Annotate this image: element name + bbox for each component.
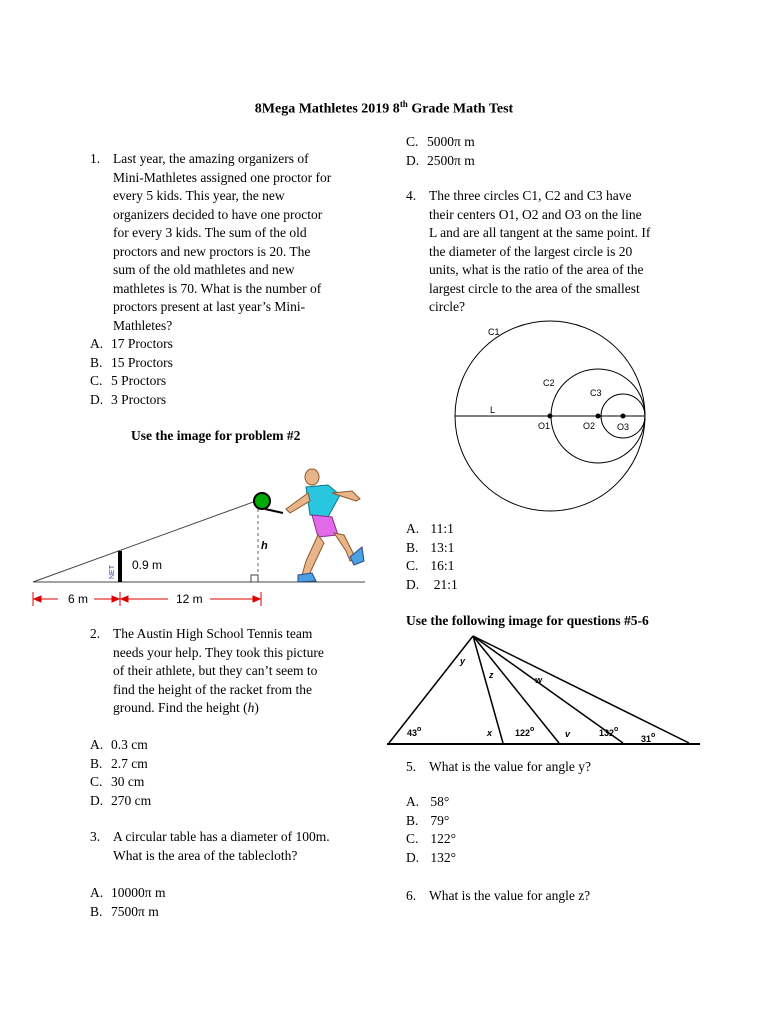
right-angle-mark (251, 575, 258, 582)
image-caption-q5-6: Use the following image for questions #5-6 (406, 613, 649, 628)
label-o1: O1 (538, 421, 551, 431)
answer-option[interactable]: C. 5000π m (406, 134, 475, 149)
answer-option[interactable]: B. 2.7 cm (90, 755, 148, 771)
center-o3 (621, 414, 626, 419)
angle-31-label: 31$^o$ (641, 732, 656, 744)
question-number: 6. (406, 888, 417, 903)
racket-head-ball (254, 493, 270, 509)
answer-option[interactable]: D. 132° (406, 849, 457, 865)
answer-options-q4 (406, 520, 458, 594)
cevian-1 (473, 636, 503, 743)
label-c1: C1 (488, 327, 500, 337)
answer-options (90, 736, 151, 810)
answer-option[interactable]: D. 270 cm (90, 792, 152, 808)
angle-v-label: v (565, 729, 571, 739)
answer-option[interactable]: C. 122° (406, 831, 457, 846)
label-c2: C2 (543, 378, 555, 388)
question-number: 2. (90, 626, 101, 641)
center-o1 (548, 414, 553, 419)
net-post (118, 551, 122, 582)
label-o3: O3 (617, 422, 630, 432)
answer-option[interactable]: B. 7500π m (90, 903, 159, 919)
angle-y-label: y (460, 656, 466, 666)
cevian-2 (473, 636, 559, 743)
distance-label-12m: 12 m (176, 592, 203, 606)
answer-options (406, 793, 456, 867)
right-side (473, 636, 689, 743)
title-sup: th (399, 99, 408, 109)
question-text: What is the value for angle y? (429, 759, 591, 774)
answer-option[interactable]: B. 13:1 (406, 539, 455, 555)
answer-option[interactable]: A. 0.3 cm (90, 737, 148, 752)
title-rest: Grade Math Test (407, 101, 514, 117)
question-text: The three circles C1, C2 and C3 have their centers O1, O2 and O3 on the line L and are all tangent at the same point. If the diameter of the largest circle is 20 units, what is the ratio of the area of the largest circle to the area of the smallest circle? (429, 188, 651, 314)
title-main: 8Mega Mathletes 2019 8 (254, 101, 400, 117)
question-number: 1. (90, 151, 101, 166)
angle-w-label: w (535, 675, 543, 685)
label-c3: C3 (590, 388, 602, 398)
label-o2: O2 (583, 421, 596, 431)
center-o2 (596, 414, 601, 419)
answer-option[interactable]: D. 3 Proctors (90, 391, 167, 407)
question-number: 5. (406, 759, 417, 774)
angle-43-label: 43$^o$ (407, 726, 422, 738)
image-caption: Use the image for problem #2 (131, 428, 301, 443)
answer-options (90, 884, 165, 921)
angle-122-label: 122$^o$ (515, 726, 535, 738)
answer-option[interactable]: C. 5 Proctors (90, 373, 167, 388)
answer-option[interactable]: A. 11:1 (406, 521, 454, 536)
angle-z-label: z (489, 670, 494, 680)
answer-option[interactable]: D. 21:1 (406, 576, 458, 592)
answer-option[interactable]: B. 15 Proctors (90, 354, 173, 370)
distance-label-6m: 6 m (68, 592, 89, 606)
answer-option[interactable]: B. 79° (406, 812, 450, 828)
angle-132-label: 132$^o$ (599, 726, 619, 738)
net-label: NET (109, 565, 116, 579)
question-number: 3. (90, 829, 101, 844)
cevian-3 (473, 636, 623, 743)
question-number: 4. (406, 188, 417, 203)
question-text: What is the value for angle z? (429, 888, 591, 903)
question-text: A circular table has a diameter of 100m. What is the area of the tablecloth? (113, 829, 330, 863)
question-text: The Austin High School Tennis team needs your help. They took this picture of their athlete, but they can’t seem to find the height of the racket from the ground. Find the height (h) (113, 626, 324, 715)
answer-options-continued (406, 133, 475, 170)
racket-handle (265, 509, 283, 513)
question-text: Last year, the amazing organizers of Mini-Mathletes assigned one proctor for every 5 kids. This year, the new organizers decided to have one proctor for every 3 kids. The sum of the old proctors and new proctors is 20. The sum of the old mathletes and new mathletes is 70. What is the number of proctors present at last year’s Mini- Mathletes? (113, 151, 332, 333)
answer-options (90, 335, 173, 409)
answer-option[interactable]: A. 17 Proctors (90, 336, 173, 351)
net-height-label: 0.9 m (132, 558, 163, 572)
tennis-diagram (28, 465, 380, 610)
h-label: h (261, 540, 268, 552)
answer-option[interactable]: D. 2500π m (406, 152, 475, 168)
tennis-player (286, 469, 364, 583)
label-l: L (490, 405, 496, 415)
answer-option[interactable]: C. 30 cm (90, 774, 145, 789)
answer-option[interactable]: A. 10000π m (90, 885, 166, 900)
page-title (0, 95, 768, 119)
angle-x-label: x (487, 728, 493, 738)
answer-option[interactable]: A. 58° (406, 794, 450, 809)
triangle-diagram (385, 632, 703, 750)
left-side (389, 636, 473, 743)
answer-option[interactable]: C. 16:1 (406, 558, 455, 573)
circles-diagram (452, 318, 662, 518)
